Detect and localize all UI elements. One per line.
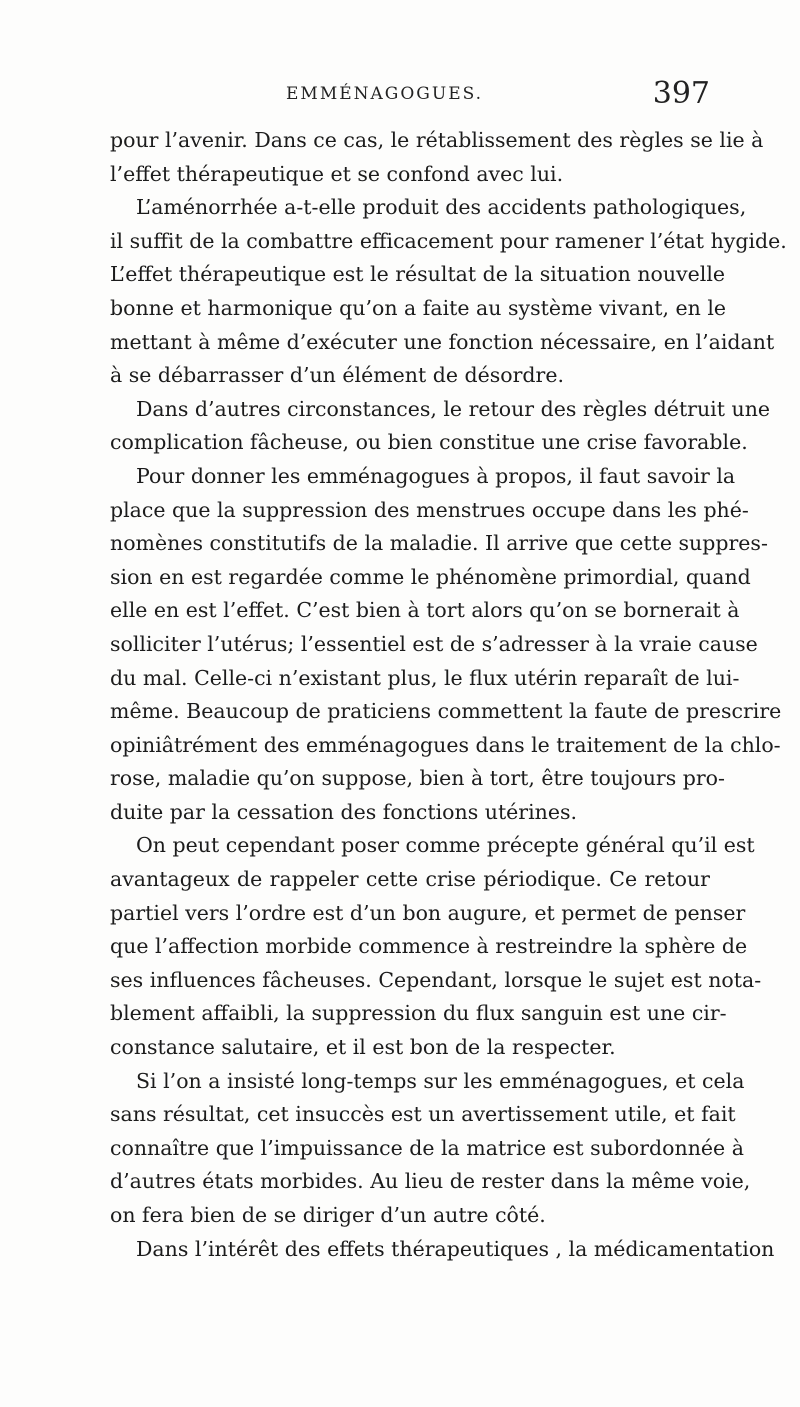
text-line: complication fâcheuse, ou bien constitue une crise favorable. xyxy=(110,430,748,455)
text-line: d’autres états morbides. Au lieu de rester dans la même voie, xyxy=(110,1169,751,1194)
text-line: connaître que l’impuissance de la matrice est subordonnée à xyxy=(110,1135,744,1160)
text-line: Dans d’autres circonstances, le retour des règles détruit une xyxy=(136,396,771,421)
text-line: sion en est regardée comme le phénomène primordial, quand xyxy=(110,564,751,589)
text-line: que l’affection morbide commence à restreindre la sphère de xyxy=(110,934,748,959)
text-line: constance salutaire, et il est bon de la respecter. xyxy=(110,1035,616,1060)
text-line: Pour donner les emménagogues à propos, il faut savoir la xyxy=(136,463,736,488)
text-line: du mal. Celle-ci n’existant plus, le flux utérin reparaît de lui- xyxy=(110,665,740,690)
text-line: à se débarrasser d’un élément de désordre. xyxy=(110,363,564,388)
page-number: 397 xyxy=(652,76,710,111)
text-line: pour l’avenir. Dans ce cas, le rétablissement des règles se lie à xyxy=(110,128,764,152)
text-line: Si l’on a insisté long-temps sur les emménagogues, et cela xyxy=(136,1068,745,1093)
running-title: EMMÉNAGOGUES. xyxy=(286,84,484,104)
body-text xyxy=(110,124,787,1266)
text-line: Dans l’intérêt des effets thérapeutiques , la médicamentation xyxy=(136,1236,775,1261)
text-line: L’effet thérapeutique est le résultat de la situation nouvelle xyxy=(110,262,726,287)
text-line: on fera bien de se diriger d’un autre côté. xyxy=(110,1203,546,1227)
text-line: il suffit de la combattre efficacement pour ramener l’état hygide. xyxy=(110,228,787,253)
text-line: place que la suppression des menstrues occupe dans les phé- xyxy=(110,497,749,522)
text-line: mettant à même d’exécuter une fonction nécessaire, en l’aidant xyxy=(110,329,775,354)
text-line: même. Beaucoup de praticiens commettent la faute de prescrire xyxy=(110,699,782,724)
text-line: rose, maladie qu’on suppose, bien à tort, être toujours pro- xyxy=(110,766,725,791)
text-line: solliciter l’utérus; l’essentiel est de s’adresser à la vraie cause xyxy=(110,631,758,656)
text-line: opiniâtrément des emménagogues dans le traitement de la chlo- xyxy=(110,732,781,757)
text-line: bonne et harmonique qu’on a faite au système vivant, en le xyxy=(110,295,727,320)
text-line: On peut cependant poser comme précepte général qu’il est xyxy=(136,833,755,858)
text-line: L’aménorrhée a-t-elle produit des accidents pathologiques, xyxy=(136,195,747,220)
text-line: l’effet thérapeutique et se confond avec lui. xyxy=(110,161,564,186)
text-line: elle en est l’effet. C’est bien à tort alors qu’on se bornerait à xyxy=(110,598,740,623)
text-line: blement affaibli, la suppression du flux sanguin est une cir- xyxy=(110,1001,727,1026)
text-line: duite par la cessation des fonctions utérines. xyxy=(110,799,578,824)
text-line: sans résultat, cet insuccès est un avertissement utile, et fait xyxy=(110,1102,736,1127)
text-line: ses influences fâcheuses. Cependant, lorsque le sujet est nota- xyxy=(110,967,762,992)
text-line: avantageux de rappeler cette crise périodique. Ce retour xyxy=(110,867,710,892)
page-header xyxy=(110,76,710,116)
text-line: partiel vers l’ordre est d’un bon augure, et permet de penser xyxy=(110,900,746,925)
text-line: nomènes constitutifs de la maladie. Il arrive que cette suppres- xyxy=(110,531,768,556)
